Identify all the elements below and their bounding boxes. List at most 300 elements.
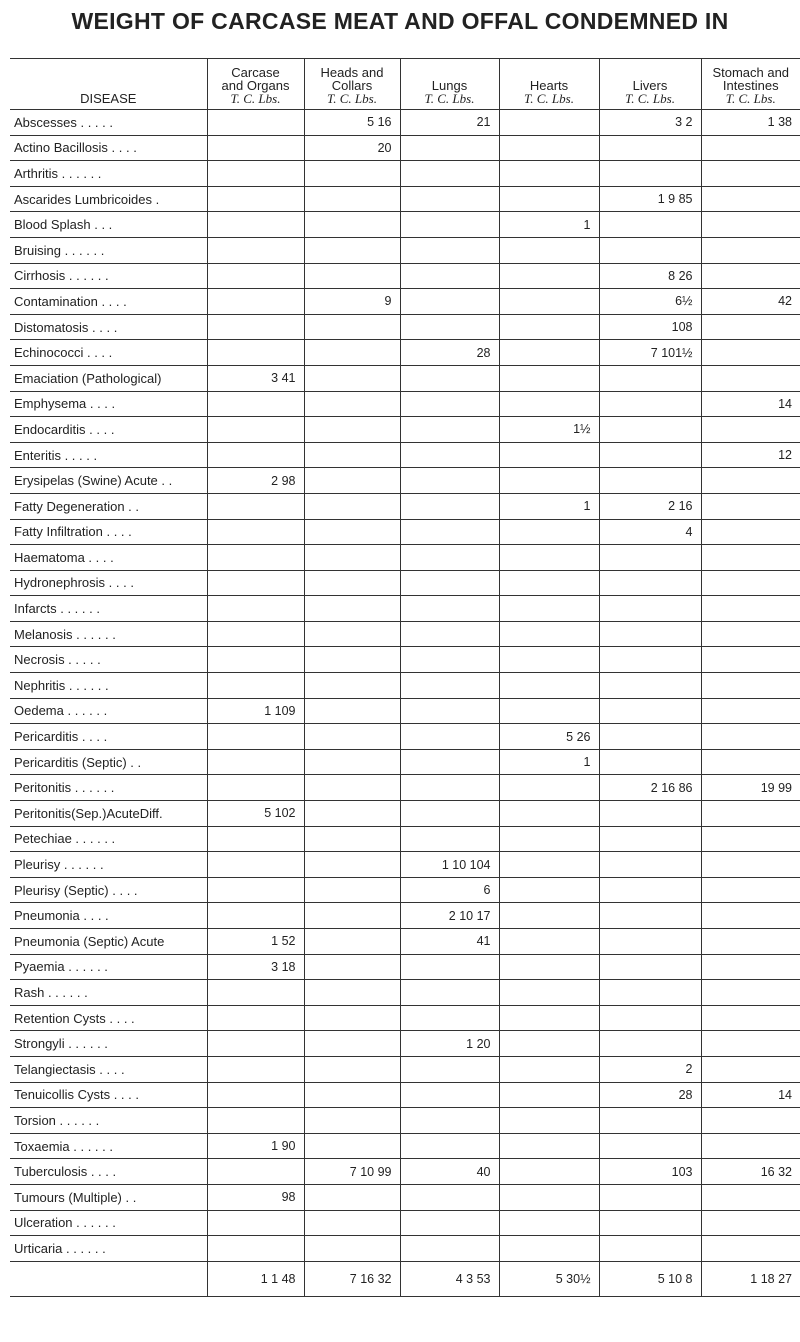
- cell-livers: [599, 852, 701, 878]
- cell-stomach: [701, 314, 800, 340]
- cell-stomach: [701, 877, 800, 903]
- cell-livers: [599, 980, 701, 1006]
- table-row: [10, 110, 800, 136]
- cell-heads: [304, 852, 400, 878]
- cell-lungs: [400, 391, 499, 417]
- cell-stomach: [701, 826, 800, 852]
- disease-name: Enteritis . . . . .: [10, 442, 207, 468]
- disease-name: Bruising . . . . . .: [10, 237, 207, 263]
- cell-livers: [599, 545, 701, 571]
- table-row: [10, 980, 800, 1006]
- cell-livers: [599, 1133, 701, 1159]
- cell-heads: [304, 1210, 400, 1236]
- cell-livers: [599, 673, 701, 699]
- cell-heads: [304, 519, 400, 545]
- header-hearts-units: T. C. Lbs.: [524, 91, 574, 106]
- header-carcase-units: T. C. Lbs.: [230, 91, 281, 106]
- total-stomach: 1 18 27: [701, 1261, 800, 1296]
- table-row: [10, 1210, 800, 1236]
- header-heads-units: T. C. Lbs.: [327, 91, 377, 106]
- cell-hearts: [499, 954, 599, 980]
- cell-heads: [304, 647, 400, 673]
- table-row: [10, 212, 800, 238]
- header-carcase: [207, 59, 304, 110]
- cell-hearts: [499, 1108, 599, 1134]
- header-hearts: [499, 59, 599, 110]
- cell-lungs: [400, 980, 499, 1006]
- disease-name: Petechiae . . . . . .: [10, 826, 207, 852]
- cell-heads: [304, 775, 400, 801]
- cell-heads: [304, 1184, 400, 1210]
- cell-lungs: [400, 1056, 499, 1082]
- cell-hearts: [499, 826, 599, 852]
- cell-stomach: [701, 1108, 800, 1134]
- disease-name: Pericarditis . . . .: [10, 724, 207, 750]
- disease-name: Tuberculosis . . . .: [10, 1159, 207, 1185]
- cell-stomach: [701, 365, 800, 391]
- cell-stomach: [701, 980, 800, 1006]
- cell-stomach: [701, 1236, 800, 1262]
- cell-livers: 7 101½: [599, 340, 701, 366]
- cell-hearts: [499, 186, 599, 212]
- cell-stomach: [701, 1133, 800, 1159]
- table-row: [10, 801, 800, 827]
- cell-lungs: [400, 1082, 499, 1108]
- table-row: [10, 545, 800, 571]
- cell-heads: [304, 1056, 400, 1082]
- cell-livers: [599, 161, 701, 187]
- table-row: [10, 1184, 800, 1210]
- cell-hearts: [499, 647, 599, 673]
- disease-name: Arthritis . . . . . .: [10, 161, 207, 187]
- cell-carcase: [207, 775, 304, 801]
- cell-carcase: [207, 314, 304, 340]
- cell-lungs: [400, 1236, 499, 1262]
- table-row: [10, 596, 800, 622]
- disease-name: Torsion . . . . . .: [10, 1108, 207, 1134]
- cell-carcase: [207, 852, 304, 878]
- header-lungs-units: T. C. Lbs.: [424, 91, 475, 106]
- cell-livers: 103: [599, 1159, 701, 1185]
- cell-hearts: [499, 877, 599, 903]
- cell-carcase: [207, 1210, 304, 1236]
- table-row: [10, 289, 800, 315]
- cell-livers: [599, 1108, 701, 1134]
- cell-lungs: [400, 647, 499, 673]
- cell-carcase: [207, 237, 304, 263]
- cell-carcase: [207, 1031, 304, 1057]
- disease-name: Ulceration . . . . . .: [10, 1210, 207, 1236]
- cell-livers: [599, 698, 701, 724]
- cell-stomach: [701, 749, 800, 775]
- cell-livers: [599, 1184, 701, 1210]
- disease-name: Actino Bacillosis . . . .: [10, 135, 207, 161]
- cell-heads: [304, 1005, 400, 1031]
- cell-carcase: 1 52: [207, 929, 304, 955]
- cell-livers: [599, 877, 701, 903]
- cell-heads: [304, 263, 400, 289]
- cell-carcase: [207, 1159, 304, 1185]
- cell-stomach: 1 38: [701, 110, 800, 136]
- header-lungs: [400, 59, 499, 110]
- cell-livers: [599, 929, 701, 955]
- cell-livers: [599, 647, 701, 673]
- total-heads: 7 16 32: [304, 1261, 400, 1296]
- disease-name: Pneumonia (Septic) Acute: [10, 929, 207, 955]
- cell-carcase: 3 41: [207, 365, 304, 391]
- cell-carcase: [207, 621, 304, 647]
- cell-heads: [304, 673, 400, 699]
- cell-hearts: [499, 980, 599, 1006]
- cell-stomach: [701, 954, 800, 980]
- table-row: [10, 135, 800, 161]
- header-heads-mid: Collars: [331, 78, 373, 93]
- cell-livers: [599, 237, 701, 263]
- table-row: [10, 340, 800, 366]
- disease-name: Erysipelas (Swine) Acute . .: [10, 468, 207, 494]
- cell-lungs: [400, 1184, 499, 1210]
- disease-name: Peritonitis(Sep.)AcuteDiff.: [10, 801, 207, 827]
- table-row: [10, 647, 800, 673]
- cell-stomach: [701, 1056, 800, 1082]
- cell-lungs: [400, 186, 499, 212]
- header-row: [10, 59, 800, 110]
- disease-name: Emphysema . . . .: [10, 391, 207, 417]
- cell-lungs: 21: [400, 110, 499, 136]
- header-stomach-mid: Intestines: [722, 78, 779, 93]
- disease-name: Hydronephrosis . . . .: [10, 570, 207, 596]
- cell-lungs: [400, 1108, 499, 1134]
- cell-hearts: [499, 263, 599, 289]
- cell-livers: 3 2: [599, 110, 701, 136]
- total-disease: [10, 1261, 207, 1296]
- cell-stomach: 16 32: [701, 1159, 800, 1185]
- table-row: [10, 493, 800, 519]
- cell-heads: [304, 954, 400, 980]
- cell-carcase: 5 102: [207, 801, 304, 827]
- disease-name: Tenuicollis Cysts . . . .: [10, 1082, 207, 1108]
- table-row: [10, 186, 800, 212]
- cell-carcase: [207, 135, 304, 161]
- cell-hearts: [499, 673, 599, 699]
- cell-carcase: 1 109: [207, 698, 304, 724]
- cell-hearts: [499, 110, 599, 136]
- cell-heads: 20: [304, 135, 400, 161]
- cell-heads: [304, 186, 400, 212]
- table-row: [10, 673, 800, 699]
- cell-hearts: [499, 1082, 599, 1108]
- cell-hearts: [499, 545, 599, 571]
- table-row: [10, 1031, 800, 1057]
- disease-name: Fatty Infiltration . . . .: [10, 519, 207, 545]
- cell-livers: 2 16: [599, 493, 701, 519]
- cell-lungs: [400, 801, 499, 827]
- cell-lungs: [400, 493, 499, 519]
- cell-stomach: [701, 1184, 800, 1210]
- header-livers-units: T. C. Lbs.: [625, 91, 675, 106]
- header-stomach: [701, 59, 800, 110]
- cell-carcase: [207, 289, 304, 315]
- cell-livers: [599, 417, 701, 443]
- table-row: [10, 852, 800, 878]
- cell-hearts: [499, 929, 599, 955]
- table-row: [10, 237, 800, 263]
- cell-livers: [599, 365, 701, 391]
- cell-lungs: [400, 673, 499, 699]
- condemned-meat-table: [10, 58, 800, 1297]
- cell-carcase: [207, 724, 304, 750]
- cell-stomach: [701, 596, 800, 622]
- cell-hearts: 1: [499, 493, 599, 519]
- header-lungs-mid: Lungs: [431, 78, 468, 93]
- cell-livers: [599, 596, 701, 622]
- cell-stomach: [701, 621, 800, 647]
- cell-carcase: [207, 877, 304, 903]
- cell-hearts: [499, 237, 599, 263]
- disease-name: Necrosis . . . . .: [10, 647, 207, 673]
- cell-hearts: [499, 1133, 599, 1159]
- disease-name: Cirrhosis . . . . . .: [10, 263, 207, 289]
- cell-stomach: [701, 570, 800, 596]
- cell-heads: [304, 212, 400, 238]
- cell-livers: 8 26: [599, 263, 701, 289]
- cell-stomach: [701, 1210, 800, 1236]
- cell-lungs: [400, 698, 499, 724]
- cell-carcase: [207, 391, 304, 417]
- cell-lungs: [400, 1133, 499, 1159]
- disease-name: Distomatosis . . . .: [10, 314, 207, 340]
- cell-hearts: [499, 442, 599, 468]
- cell-stomach: [701, 237, 800, 263]
- table-row: [10, 442, 800, 468]
- cell-lungs: [400, 826, 499, 852]
- cell-lungs: [400, 314, 499, 340]
- cell-lungs: 1 10 104: [400, 852, 499, 878]
- cell-heads: [304, 903, 400, 929]
- cell-carcase: [207, 161, 304, 187]
- cell-hearts: [499, 340, 599, 366]
- cell-stomach: [701, 340, 800, 366]
- cell-lungs: [400, 775, 499, 801]
- cell-livers: [599, 1236, 701, 1262]
- cell-lungs: 40: [400, 1159, 499, 1185]
- cell-hearts: [499, 1210, 599, 1236]
- cell-heads: [304, 161, 400, 187]
- cell-hearts: [499, 852, 599, 878]
- cell-stomach: 19 99: [701, 775, 800, 801]
- cell-stomach: 14: [701, 1082, 800, 1108]
- cell-carcase: [207, 647, 304, 673]
- cell-lungs: 41: [400, 929, 499, 955]
- header-stomach-top: Stomach and: [712, 65, 790, 80]
- disease-name: Fatty Degeneration . .: [10, 493, 207, 519]
- cell-livers: 28: [599, 1082, 701, 1108]
- cell-lungs: [400, 135, 499, 161]
- header-carcase-top: Carcase: [231, 65, 280, 80]
- table-row: [10, 314, 800, 340]
- cell-stomach: [701, 852, 800, 878]
- cell-heads: [304, 929, 400, 955]
- cell-heads: [304, 621, 400, 647]
- cell-lungs: [400, 1005, 499, 1031]
- cell-heads: [304, 1133, 400, 1159]
- cell-lungs: [400, 749, 499, 775]
- cell-hearts: [499, 775, 599, 801]
- cell-heads: [304, 1108, 400, 1134]
- disease-name: Nephritis . . . . . .: [10, 673, 207, 699]
- cell-livers: [599, 724, 701, 750]
- cell-stomach: [701, 417, 800, 443]
- cell-hearts: [499, 468, 599, 494]
- cell-stomach: 12: [701, 442, 800, 468]
- cell-livers: 108: [599, 314, 701, 340]
- cell-carcase: [207, 263, 304, 289]
- table-row: [10, 417, 800, 443]
- table-row: [10, 1108, 800, 1134]
- disease-name: Telangiectasis . . . .: [10, 1056, 207, 1082]
- disease-name: Melanosis . . . . . .: [10, 621, 207, 647]
- disease-name: Pericarditis (Septic) . .: [10, 749, 207, 775]
- cell-livers: [599, 903, 701, 929]
- cell-stomach: [701, 1031, 800, 1057]
- disease-name: Urticaria . . . . . .: [10, 1236, 207, 1262]
- disease-name: Contamination . . . .: [10, 289, 207, 315]
- cell-stomach: 14: [701, 391, 800, 417]
- cell-livers: [599, 749, 701, 775]
- cell-hearts: [499, 519, 599, 545]
- cell-hearts: 1: [499, 212, 599, 238]
- disease-name: Retention Cysts . . . .: [10, 1005, 207, 1031]
- cell-livers: 2: [599, 1056, 701, 1082]
- cell-carcase: [207, 442, 304, 468]
- cell-livers: [599, 1031, 701, 1057]
- disease-name: Emaciation (Pathological): [10, 365, 207, 391]
- table-row: [10, 877, 800, 903]
- cell-hearts: [499, 596, 599, 622]
- disease-name: Haematoma . . . .: [10, 545, 207, 571]
- cell-heads: [304, 493, 400, 519]
- cell-livers: [599, 826, 701, 852]
- cell-lungs: [400, 954, 499, 980]
- table-body: [10, 110, 800, 1297]
- condemned-table-container: [10, 58, 800, 1328]
- cell-heads: [304, 468, 400, 494]
- cell-hearts: [499, 365, 599, 391]
- table-row: [10, 391, 800, 417]
- cell-carcase: [207, 340, 304, 366]
- cell-heads: [304, 877, 400, 903]
- header-hearts-mid: Hearts: [529, 78, 569, 93]
- cell-heads: [304, 570, 400, 596]
- cell-carcase: [207, 1108, 304, 1134]
- disease-name: Pleurisy (Septic) . . . .: [10, 877, 207, 903]
- cell-stomach: [701, 468, 800, 494]
- cell-hearts: [499, 1056, 599, 1082]
- cell-lungs: [400, 519, 499, 545]
- disease-name: Strongyli . . . . . .: [10, 1031, 207, 1057]
- table-row: [10, 1236, 800, 1262]
- cell-stomach: [701, 724, 800, 750]
- table-row: [10, 365, 800, 391]
- cell-lungs: [400, 161, 499, 187]
- disease-name: Pleurisy . . . . . .: [10, 852, 207, 878]
- header-livers-mid: Livers: [632, 78, 668, 93]
- cell-lungs: [400, 417, 499, 443]
- cell-lungs: 28: [400, 340, 499, 366]
- cell-lungs: [400, 1210, 499, 1236]
- cell-carcase: 2 98: [207, 468, 304, 494]
- cell-stomach: [701, 493, 800, 519]
- cell-hearts: [499, 161, 599, 187]
- cell-heads: 7 10 99: [304, 1159, 400, 1185]
- cell-hearts: [499, 1159, 599, 1185]
- cell-lungs: [400, 442, 499, 468]
- cell-carcase: 1 90: [207, 1133, 304, 1159]
- disease-name: Endocarditis . . . .: [10, 417, 207, 443]
- cell-carcase: [207, 749, 304, 775]
- table-row: [10, 775, 800, 801]
- cell-livers: [599, 212, 701, 238]
- header-heads: [304, 59, 400, 110]
- cell-livers: 2 16 86: [599, 775, 701, 801]
- cell-hearts: 1: [499, 749, 599, 775]
- cell-lungs: [400, 263, 499, 289]
- cell-heads: [304, 545, 400, 571]
- cell-stomach: [701, 1005, 800, 1031]
- table-row: [10, 263, 800, 289]
- cell-livers: 4: [599, 519, 701, 545]
- disease-name: Blood Splash . . .: [10, 212, 207, 238]
- table-row: [10, 468, 800, 494]
- cell-lungs: [400, 570, 499, 596]
- totals-row: [10, 1261, 800, 1296]
- table-row: [10, 621, 800, 647]
- cell-livers: [599, 954, 701, 980]
- cell-hearts: [499, 314, 599, 340]
- cell-carcase: [207, 545, 304, 571]
- total-livers: 5 10 8: [599, 1261, 701, 1296]
- cell-heads: [304, 365, 400, 391]
- cell-carcase: [207, 596, 304, 622]
- cell-heads: [304, 1236, 400, 1262]
- cell-carcase: [207, 570, 304, 596]
- cell-heads: [304, 1082, 400, 1108]
- cell-lungs: [400, 212, 499, 238]
- header-heads-top: Heads and: [320, 65, 384, 80]
- cell-hearts: 1½: [499, 417, 599, 443]
- cell-stomach: [701, 263, 800, 289]
- cell-lungs: [400, 596, 499, 622]
- cell-heads: [304, 724, 400, 750]
- cell-hearts: 5 26: [499, 724, 599, 750]
- cell-hearts: [499, 1005, 599, 1031]
- cell-heads: [304, 237, 400, 263]
- table-row: [10, 698, 800, 724]
- cell-livers: [599, 135, 701, 161]
- table-row: [10, 954, 800, 980]
- cell-heads: [304, 980, 400, 1006]
- cell-lungs: [400, 365, 499, 391]
- disease-name: Pneumonia . . . .: [10, 903, 207, 929]
- disease-name: Abscesses . . . . .: [10, 110, 207, 136]
- table-row: [10, 929, 800, 955]
- cell-carcase: [207, 1236, 304, 1262]
- cell-heads: 5 16: [304, 110, 400, 136]
- table-row: [10, 826, 800, 852]
- cell-carcase: [207, 1005, 304, 1031]
- cell-lungs: [400, 545, 499, 571]
- cell-hearts: [499, 801, 599, 827]
